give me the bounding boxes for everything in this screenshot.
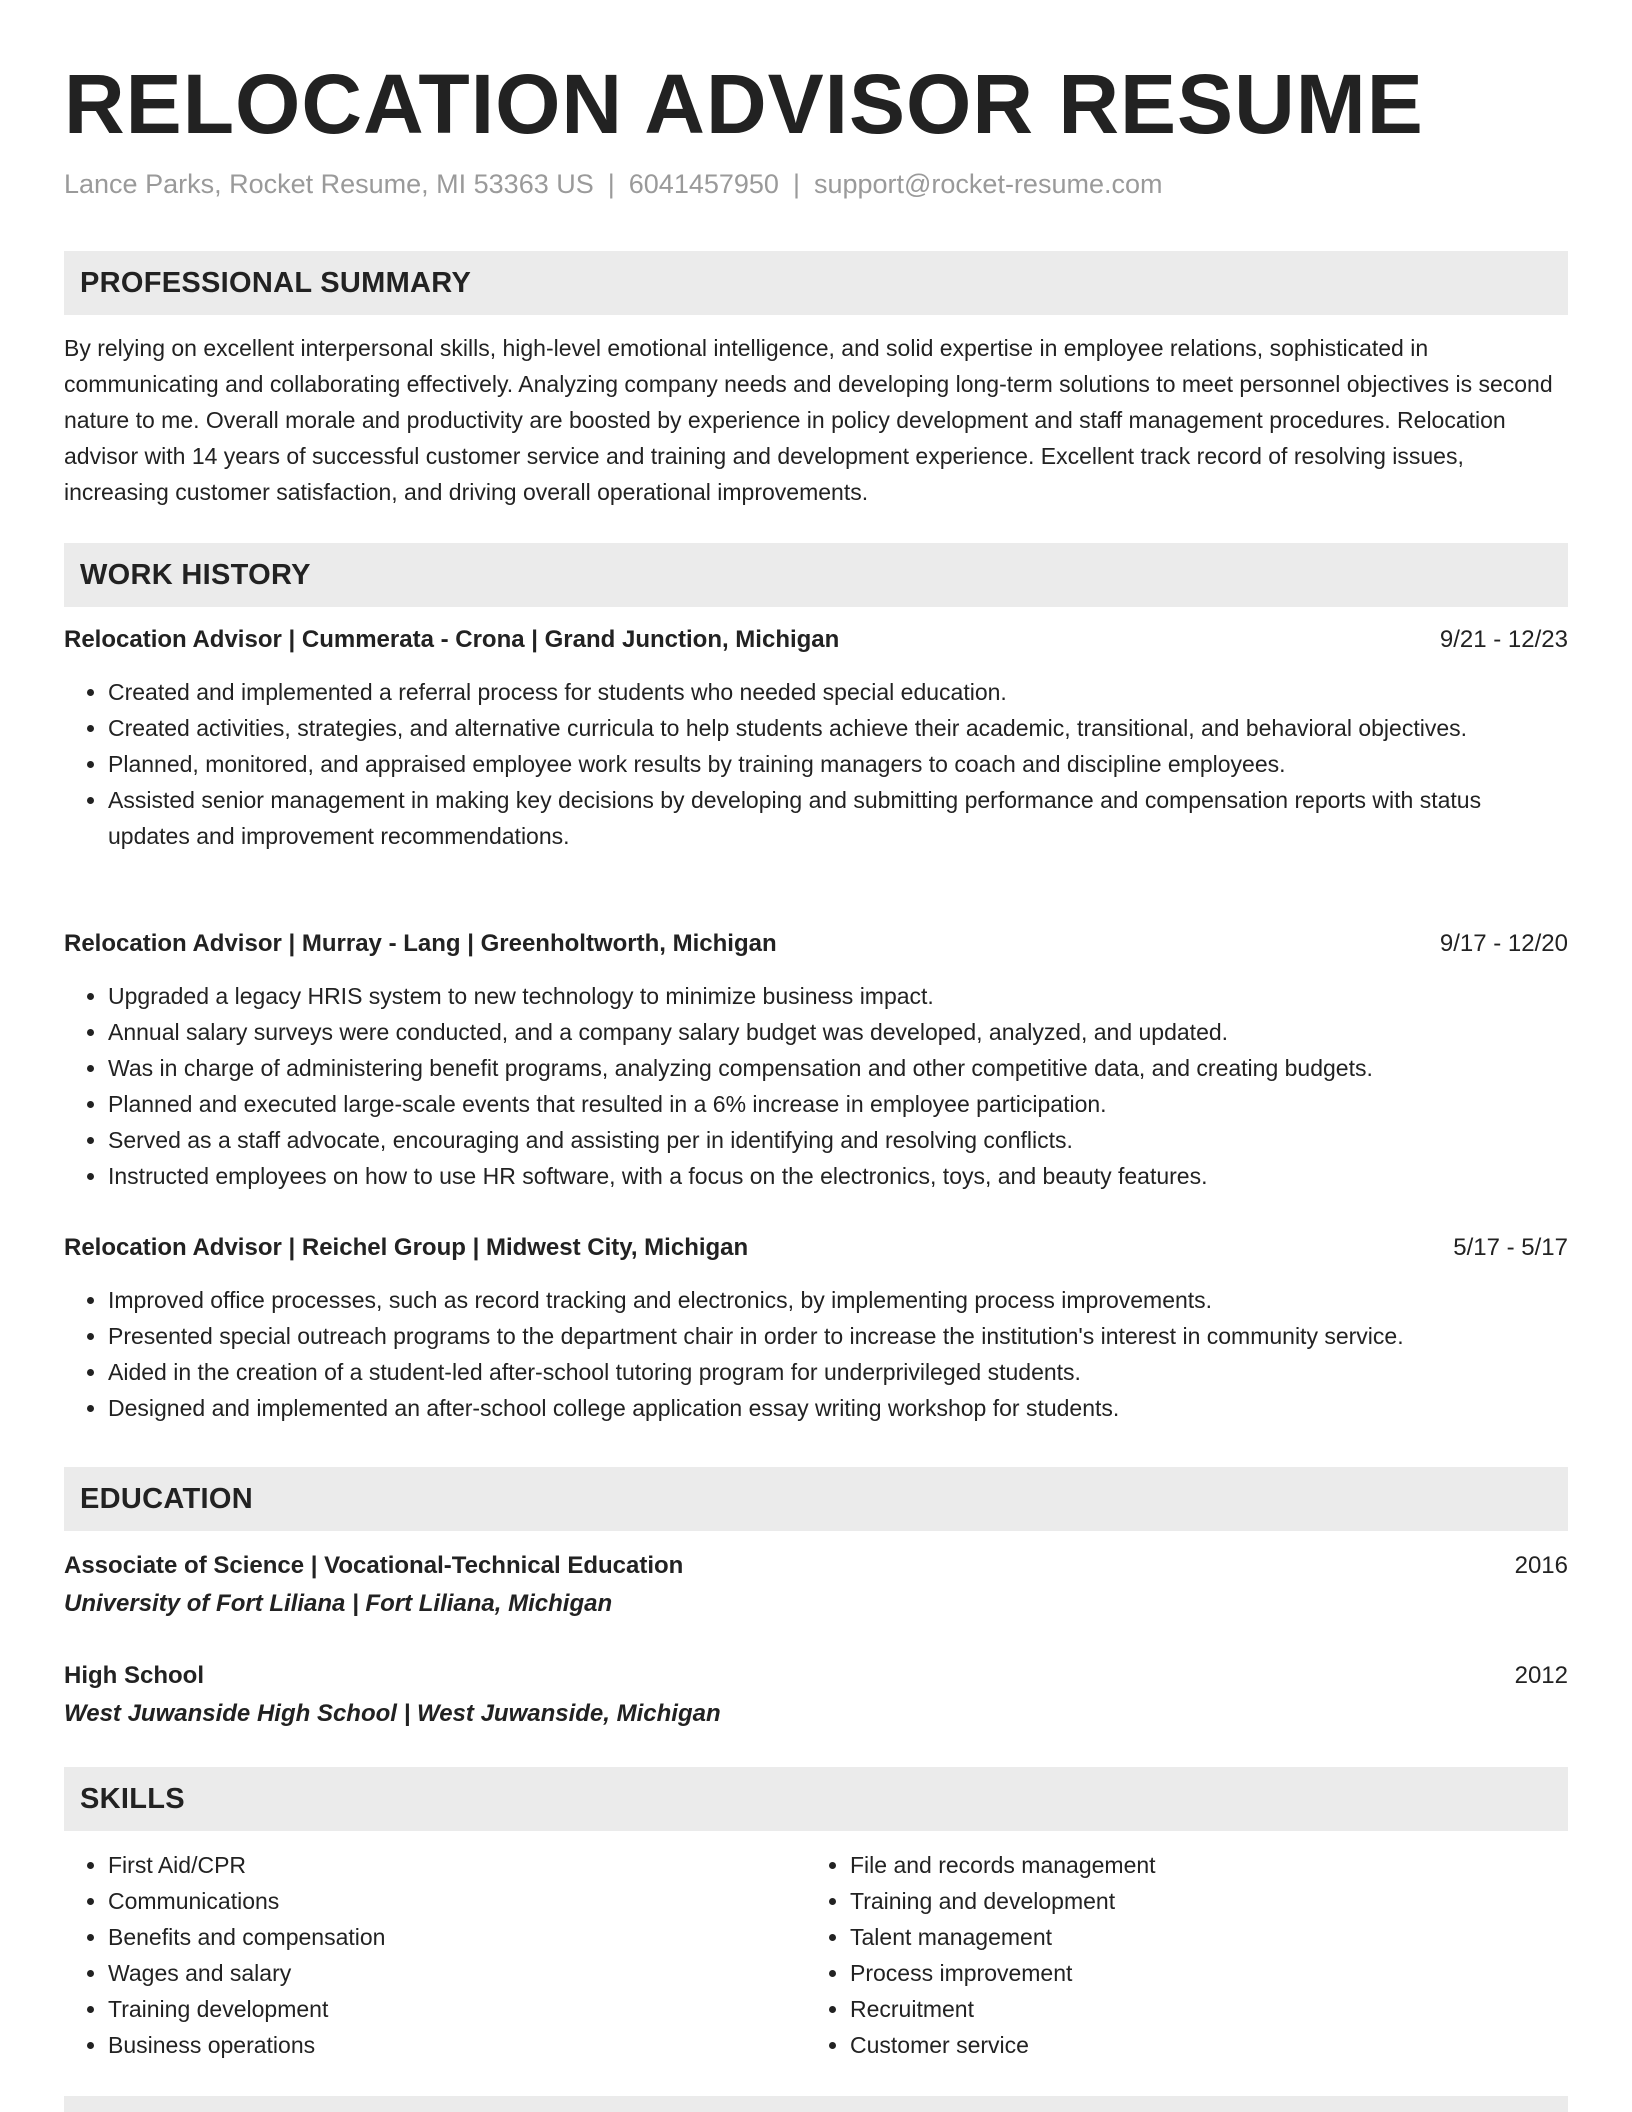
section-header-partial: [64, 2096, 1568, 2112]
section-header-work-history: [64, 543, 1568, 607]
skill-item: • Training development: [108, 1991, 768, 2027]
job-bullet: • Created and implemented a referral process for students who needed special education.: [108, 674, 1568, 710]
job-dates: 9/21 - 12/23: [1439, 626, 1568, 653]
skill-item: • Benefits and compensation: [108, 1919, 768, 1955]
job-dates: 5/17 - 5/17: [1453, 1234, 1568, 1261]
contact-address: Lance Parks, Rocket Resume, MI 53363 US: [64, 169, 594, 199]
education-degree: Associate of Science | Vocational-Technical Education: [64, 1552, 684, 1579]
skill-item: • Customer service: [850, 2027, 1510, 2063]
education-header: [64, 1547, 1568, 1585]
contact-separator: |: [607, 169, 615, 199]
job-bullet: • Planned and executed large-scale events that resulted in a 6% increase in employee participation.: [108, 1086, 1568, 1122]
section-header-skills: [64, 1767, 1568, 1831]
job-title: Relocation Advisor | Reichel Group | Midwest City, Michigan: [64, 1234, 749, 1261]
job-entry: [64, 926, 1568, 1194]
job-bullet: • Aided in the creation of a student-led after-school tutoring program for underprivileged students.: [108, 1354, 1568, 1390]
education-school: West Juwanside High School | West Juwanside, Michigan: [64, 1700, 721, 1727]
job-header: [64, 622, 1568, 658]
job-dates: 9/17 - 12/20: [1439, 930, 1568, 957]
education-header: [64, 1657, 1568, 1695]
skill-item: • Recruitment: [850, 1991, 1510, 2027]
job-entry: [64, 622, 1568, 854]
job-bullets: [64, 978, 1568, 1194]
job-bullet: • Presented special outreach programs to the department chair in order to increase the institution's interest in community service.: [108, 1318, 1568, 1354]
section-header-education: [64, 1467, 1568, 1531]
contact-separator: |: [792, 169, 800, 199]
education-entry: [64, 1547, 1568, 1623]
skill-item: • Wages and salary: [108, 1955, 768, 1991]
job-bullets: [64, 1282, 1568, 1426]
contact-line: [64, 166, 1162, 202]
contact-phone: 6041457950: [628, 169, 779, 199]
job-title: Relocation Advisor | Cummerata - Crona | Grand Junction, Michigan: [64, 626, 840, 653]
job-header: [64, 926, 1568, 962]
resume-title: RELOCATION ADVISOR RESUME: [64, 57, 1424, 151]
job-bullet: • Annual salary surveys were conducted, and a company salary budget was developed, analyzed, and updated.: [108, 1014, 1568, 1050]
skill-item: • Communications: [108, 1883, 768, 1919]
education-year: 2016: [1514, 1552, 1568, 1579]
education-entry: [64, 1657, 1568, 1733]
job-bullet: • Planned, monitored, and appraised employee work results by training managers to coach and discipline employees.: [108, 746, 1568, 782]
skills-column-right: [806, 1847, 1510, 2063]
skills-column-left: [64, 1847, 768, 2063]
job-bullet: • Designed and implemented an after-school college application essay writing workshop for students.: [108, 1390, 1568, 1426]
job-bullet: • Assisted senior management in making key decisions by developing and submitting performance and compensation reports with status updates and improvement recommendations.: [108, 782, 1568, 854]
contact-email: support@rocket-resume.com: [813, 169, 1163, 199]
skill-item: • Training and development: [850, 1883, 1510, 1919]
section-header-summary: [64, 251, 1568, 315]
skill-item: • Process improvement: [850, 1955, 1510, 1991]
section-title-skills: SKILLS: [80, 1783, 185, 1815]
section-title-summary: PROFESSIONAL SUMMARY: [80, 267, 472, 299]
education-year: 2012: [1514, 1662, 1568, 1689]
job-bullet: • Instructed employees on how to use HR software, with a focus on the electronics, toys, and beauty features.: [108, 1158, 1568, 1194]
section-title-work-history: WORK HISTORY: [80, 559, 311, 591]
job-title: Relocation Advisor | Murray - Lang | Greenholtworth, Michigan: [64, 930, 777, 957]
job-entry: [64, 1230, 1568, 1426]
education-school: University of Fort Liliana | Fort Liliana, Michigan: [64, 1590, 613, 1617]
job-bullet: • Served as a staff advocate, encouraging and assisting per in identifying and resolving conflicts.: [108, 1122, 1568, 1158]
skill-item: • Talent management: [850, 1919, 1510, 1955]
skill-item: • First Aid/CPR: [108, 1847, 768, 1883]
job-bullet: • Created activities, strategies, and alternative curricula to help students achieve their academic, transitional, and behavioral objectives.: [108, 710, 1568, 746]
job-bullet: • Improved office processes, such as record tracking and electronics, by implementing process improvements.: [108, 1282, 1568, 1318]
skill-item: • File and records management: [850, 1847, 1510, 1883]
job-bullet: • Was in charge of administering benefit programs, analyzing compensation and other competitive data, and creating budgets.: [108, 1050, 1568, 1086]
summary-block: [64, 330, 1568, 510]
job-bullet: • Upgraded a legacy HRIS system to new technology to minimize business impact.: [108, 978, 1568, 1014]
summary-text: By relying on excellent interpersonal skills, high-level emotional intelligence, and solid expertise in employee relations, sophisticated in communicating and collaborating effectively. Analyzing company needs and developing long-term solutions to meet personnel objectives is second nature to me. Overall morale and productivity are boosted by experience in policy development and staff management procedures. Relocation advisor with 14 years of successful customer service and training and development experience. Excellent track record of resolving issues, increasing customer satisfaction, and driving overall operational improvements.: [64, 335, 1553, 505]
skill-item: • Business operations: [108, 2027, 768, 2063]
job-header: [64, 1230, 1568, 1266]
section-title-education: EDUCATION: [80, 1483, 253, 1515]
job-bullets: [64, 674, 1568, 854]
education-degree: High School: [64, 1662, 204, 1689]
